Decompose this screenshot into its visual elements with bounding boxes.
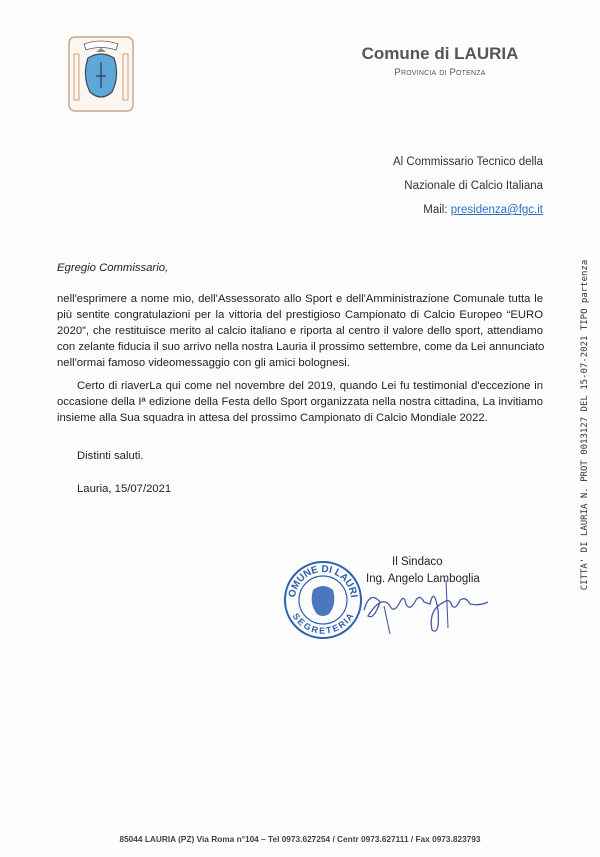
salutation: Egregio Commissario, [57, 262, 169, 274]
letterhead-title: Comune di LAURIA [361, 44, 519, 63]
svg-text:COMUNE DI LAURIA: OMUNE DI LAURI [287, 563, 359, 599]
recipient-line-1: Al Commissario Tecnico della [393, 156, 543, 168]
protocol-stamp: CITTA' DI LAURIA N. PROT 0013127 DEL 15-07-2021 TIPO partenza [580, 259, 590, 591]
footer-contacts: 85044 LAURIA (PZ) Via Roma n°104 – Tel 0973.627254 / Centr 0973.627111 / Fax 0973.823793 [119, 834, 481, 844]
handwritten-signature [360, 580, 500, 640]
paragraph1-line: nell'ormai famoso videomessaggio con gli amici bolognesi. [57, 357, 350, 369]
place-date: Lauria, 15/07/2021 [77, 483, 172, 495]
paragraph1-line: con zelante fiducia il suo arrivo nella nostra Lauria il prossimo settembre, come da Lei annunciato [57, 341, 545, 353]
paragraph1-line: nell'esprimere a nome mio, dell'Assessorato allo Sport e dell'Amministrazione Comunale tutta le [57, 293, 543, 305]
paragraph2-line: insieme alla Sua squadra in attesa del prossimo Campionato di Calcio Mondiale 2022. [57, 412, 488, 424]
signer-name: Ing. Angelo Lamboglia [366, 573, 480, 585]
letterhead-subtitle: Provincia di Potenza [394, 67, 486, 78]
closing: Distinti saluti. [77, 450, 144, 462]
recipient-line-2: Nazionale di Calcio Italiana [404, 180, 543, 192]
official-seal-stamp [283, 560, 363, 640]
paragraph2-line: occasione della Iª edizione della Festa dello Sport organizzata nella nostra cittadina, La invitiamo [57, 396, 543, 408]
paragraph2-line: Certo di riaverLa qui come nel novembre del 2019, quando Lei fu testimonial d'eccezione in [77, 380, 543, 392]
paragraph1-line: più sentite congratulazioni per la vittoria del prestigioso Campionato di Calcio Europeo “EURO [57, 309, 543, 321]
svg-text:SEGRETERIA: SEGRETERIA [290, 611, 356, 636]
recipient-mail [423, 204, 543, 216]
mail-link[interactable]: presidenza@fgc.it [450, 204, 543, 216]
mail-label: Mail: [423, 204, 448, 216]
paragraph1-line: 2020”, che restituisce merito al calcio italiano e riporta al centro il valore dello sport, attendiamo [57, 325, 543, 337]
municipal-crest-logo [68, 36, 134, 112]
signer-role: Il Sindaco [392, 556, 443, 568]
